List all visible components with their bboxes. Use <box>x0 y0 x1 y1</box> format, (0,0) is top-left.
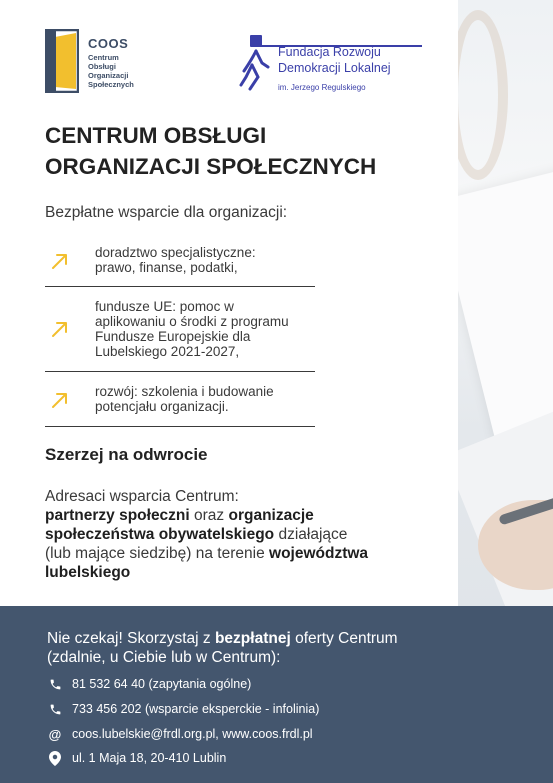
service-text: fundusze UE: pomoc w aplikowaniu o środki z programu Fundusze Europejskie dla Lubelskiego 2021-2027, <box>95 299 289 359</box>
door-icon <box>45 29 79 93</box>
contact-footer <box>0 606 553 783</box>
contact-email-web[interactable]: @ coos.lubelskie@frdl.org.pl, www.coos.frdl.pl <box>48 726 313 742</box>
walking-figure-icon <box>238 31 272 95</box>
service-text: doradztwo specjalistyczne: prawo, finanse, podatki, <box>95 245 256 275</box>
phone-icon <box>47 676 63 692</box>
page-title: CENTRUM OBSŁUGI ORGANIZACJI SPOŁECZNYCH <box>45 123 377 179</box>
contact-phone-general[interactable]: 81 532 64 40 (zapytania ogólne) <box>47 675 251 693</box>
arrow-up-right-icon <box>51 391 69 409</box>
service-item-consulting <box>45 230 315 287</box>
service-item-eu-funds <box>45 287 315 372</box>
coos-subtitle: Centrum Obsługi Organizacji Społecznych <box>88 53 134 89</box>
lead-text: Bezpłatne wsparcie dla organizacji: <box>45 204 288 221</box>
service-item-development <box>45 372 315 427</box>
service-text: rozwój: szkolenia i budowanie potencjału organizacji. <box>95 384 274 414</box>
coos-name: COOS <box>88 36 129 51</box>
at-icon: @ <box>48 726 62 742</box>
contact-phone-hotline[interactable]: 733 456 202 (wsparcie eksperckie - infolinia) <box>47 700 319 718</box>
contact-address: ul. 1 Maja 18, 20-410 Lublin <box>47 749 226 767</box>
share-heading: Szerzej na odwrocie <box>45 445 208 464</box>
arrow-up-right-icon <box>51 252 69 270</box>
phone-icon <box>47 701 63 717</box>
foundation-logo <box>238 31 438 101</box>
foundation-name: Fundacja Rozwoju Demokracji Lokalnej <box>278 45 391 75</box>
foundation-subtitle: im. Jerzego Regulskiego <box>278 83 366 92</box>
arrow-up-right-icon <box>51 320 69 338</box>
location-pin-icon <box>47 750 63 766</box>
recipients-text: Adresaci wsparcia Centrum: partnerzy społeczni oraz organizacje społeczeństwa obywatelskiego działające (lub mające siedzibę) na terenie województwa lubelskiego <box>45 488 369 581</box>
coos-logo <box>45 29 155 95</box>
call-to-action: Nie czekaj! Skorzystaj z bezpłatnej oferty Centrum (zdalnie, u Ciebie lub w Centrum): <box>47 630 398 666</box>
